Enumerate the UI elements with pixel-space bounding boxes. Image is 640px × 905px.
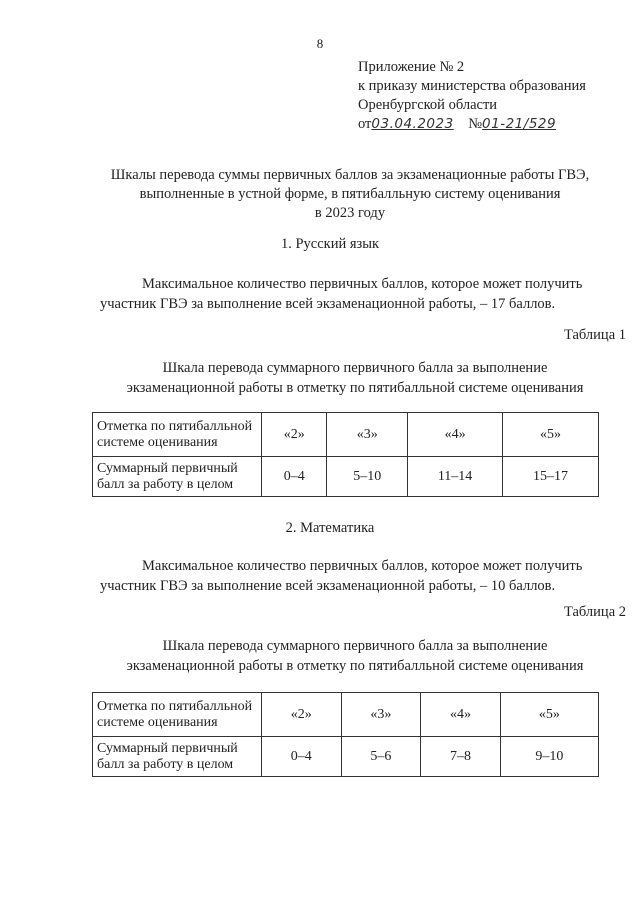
document-title bbox=[60, 166, 640, 223]
annex-order-line: к приказу министерства образования bbox=[358, 78, 586, 94]
table-row bbox=[93, 737, 599, 777]
table-row bbox=[93, 457, 599, 497]
caption-line-2: экзаменационной работы в отметку по пятибалльной системе оценивания bbox=[126, 380, 584, 396]
number-prefix: № bbox=[468, 116, 483, 132]
score-range-cell: 9–10 bbox=[500, 737, 598, 777]
score-range-cell: 5–10 bbox=[327, 457, 408, 497]
section-heading-math: 2. Математика bbox=[285, 520, 375, 536]
title-line-3: в 2023 году bbox=[314, 205, 386, 221]
score-range-cell: 11–14 bbox=[408, 457, 503, 497]
grade-cell: «2» bbox=[262, 413, 327, 457]
table-caption bbox=[100, 358, 610, 398]
score-range-cell: 7–8 bbox=[421, 737, 501, 777]
score-range-cell: 0–4 bbox=[262, 457, 327, 497]
annex-block bbox=[358, 58, 628, 134]
grade-cell: «2» bbox=[262, 693, 342, 737]
annex-date-number-line bbox=[358, 115, 628, 134]
paragraph-line-1: Максимальное количество первичных баллов, которое может получить bbox=[142, 276, 583, 292]
paragraph-line-2: участник ГВЭ за выполнение всей экзаменационной работы, – 17 баллов. bbox=[100, 296, 556, 312]
grade-cell: «3» bbox=[327, 413, 408, 457]
table-row bbox=[93, 693, 599, 737]
table-row bbox=[93, 413, 599, 457]
row-header-grade: Отметка по пятибалльной системе оценивания bbox=[93, 413, 262, 457]
row-header-score: Суммарный первичный балл за работу в целом bbox=[93, 737, 262, 777]
caption-line-1: Шкала перевода суммарного первичного балла за выполнение bbox=[162, 638, 548, 654]
title-line-1: Шкалы перевода суммы первичных баллов за экзаменационные работы ГВЭ, bbox=[110, 167, 590, 183]
score-range-cell: 5–6 bbox=[341, 737, 421, 777]
table-caption bbox=[100, 636, 610, 676]
section-paragraph bbox=[100, 556, 610, 596]
score-range-cell: 15–17 bbox=[502, 457, 598, 497]
row-header-score: Суммарный первичный балл за работу в целом bbox=[93, 457, 262, 497]
handwritten-date: 03.04.2023 bbox=[371, 116, 454, 132]
paragraph-line-1: Максимальное количество первичных баллов, которое может получить bbox=[142, 558, 583, 574]
grade-cell: «4» bbox=[421, 693, 501, 737]
grade-scale-table bbox=[92, 692, 599, 777]
annex-title: Приложение № 2 bbox=[358, 59, 465, 75]
date-prefix: от bbox=[358, 116, 372, 132]
table-label: Таблица 1 bbox=[563, 327, 626, 343]
score-range-cell: 0–4 bbox=[262, 737, 342, 777]
grade-cell: «3» bbox=[341, 693, 421, 737]
annex-region-line: Оренбургской области bbox=[358, 97, 498, 113]
grade-cell: «5» bbox=[500, 693, 598, 737]
section-heading-russian: 1. Русский язык bbox=[280, 236, 380, 252]
handwritten-number: 01-21/529 bbox=[482, 116, 557, 132]
grade-scale-table bbox=[92, 412, 599, 497]
section-paragraph bbox=[100, 274, 610, 314]
caption-line-1: Шкала перевода суммарного первичного балла за выполнение bbox=[162, 360, 548, 376]
grade-cell: «5» bbox=[502, 413, 598, 457]
row-header-grade: Отметка по пятибалльной системе оценивания bbox=[93, 693, 262, 737]
paragraph-line-2: участник ГВЭ за выполнение всей экзаменационной работы, – 10 баллов. bbox=[100, 578, 556, 594]
caption-line-2: экзаменационной работы в отметку по пятибалльной системе оценивания bbox=[126, 658, 584, 674]
page-number: 8 bbox=[316, 36, 324, 51]
table-label: Таблица 2 bbox=[563, 604, 626, 620]
title-line-2: выполненные в устной форме, в пятибалльную систему оценивания bbox=[139, 186, 561, 202]
grade-cell: «4» bbox=[408, 413, 503, 457]
